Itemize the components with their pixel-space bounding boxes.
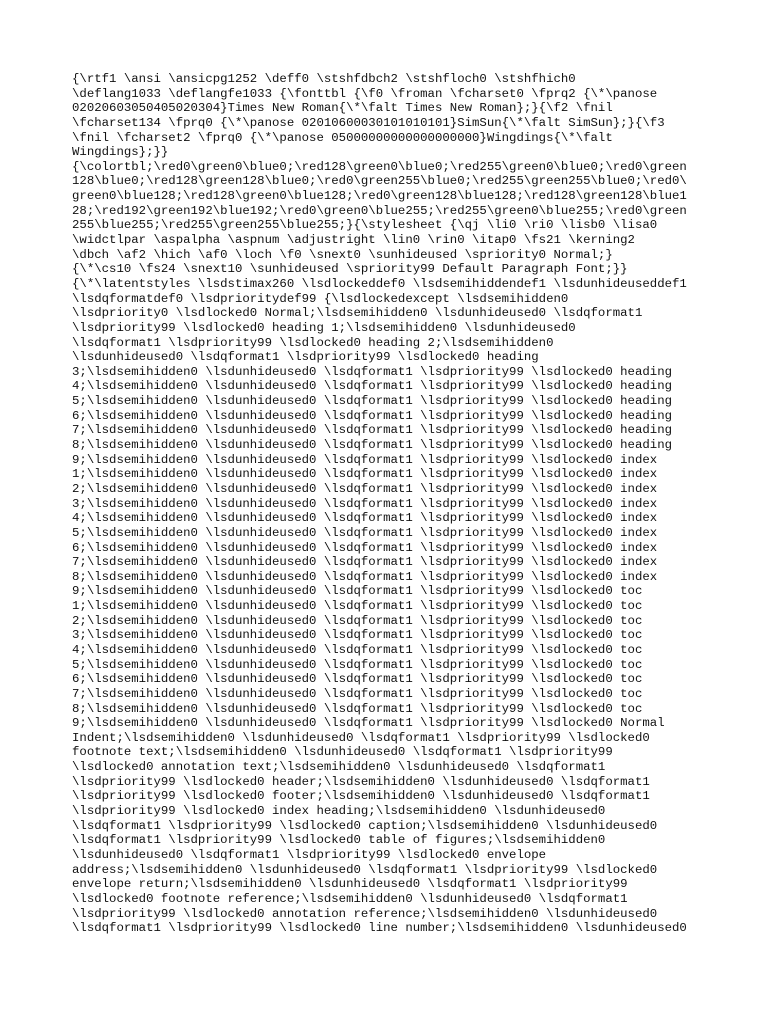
text-line: 1;\lsdsemihidden0 \lsdunhideused0 \lsdqformat1 \lsdpriority99 \lsdlocked0 toc (72, 599, 643, 614)
text-line: 8;\lsdsemihidden0 \lsdunhideused0 \lsdqformat1 \lsdpriority99 \lsdlocked0 heading (72, 438, 673, 453)
text-line: 5;\lsdsemihidden0 \lsdunhideused0 \lsdqformat1 \lsdpriority99 \lsdlocked0 toc (72, 657, 643, 672)
text-line: 9;\lsdsemihidden0 \lsdunhideused0 \lsdqformat1 \lsdpriority99 \lsdlocked0 index (72, 452, 658, 467)
text-line: 128\blue0;\red128\green128\blue0;\red0\green255\blue0;\red255\green255\blue0;\red0\ (72, 174, 687, 189)
text-line: address;\lsdsemihidden0 \lsdunhideused0 \lsdqformat1 \lsdpriority99 \lsdlocked0 (72, 862, 658, 877)
text-line: \lsdpriority99 \lsdlocked0 annotation reference;\lsdsemihidden0 \lsdunhideused0 (72, 906, 658, 921)
text-line: 5;\lsdsemihidden0 \lsdunhideused0 \lsdqformat1 \lsdpriority99 \lsdlocked0 index (72, 525, 658, 540)
text-line: {\*\latentstyles \lsdstimax260 \lsdlockeddef0 \lsdsemihiddendef1 \lsdunhideuseddef1 (72, 276, 687, 291)
text-line: \fnil \fcharset2 \fprq0 {\*\panose 05000000000000000000}Wingdings{\*\falt (72, 130, 613, 145)
text-line: 6;\lsdsemihidden0 \lsdunhideused0 \lsdqformat1 \lsdpriority99 \lsdlocked0 toc (72, 672, 643, 687)
text-line: green0\blue128;\red128\green0\blue128;\red0\green128\blue128;\red128\green128\blue1 (72, 189, 687, 204)
text-line: 3;\lsdsemihidden0 \lsdunhideused0 \lsdqformat1 \lsdpriority99 \lsdlocked0 toc (72, 628, 643, 643)
text-line: 1;\lsdsemihidden0 \lsdunhideused0 \lsdqformat1 \lsdpriority99 \lsdlocked0 index (72, 467, 658, 482)
text-line: \lsdpriority99 \lsdlocked0 footer;\lsdsemihidden0 \lsdunhideused0 \lsdqformat1 (72, 789, 650, 804)
text-line: Wingdings};}} (72, 145, 169, 160)
text-line: 3;\lsdsemihidden0 \lsdunhideused0 \lsdqformat1 \lsdpriority99 \lsdlocked0 heading (72, 364, 673, 379)
text-line: \lsdqformat1 \lsdpriority99 \lsdlocked0 table of figures;\lsdsemihidden0 (72, 833, 606, 848)
text-line: 6;\lsdsemihidden0 \lsdunhideused0 \lsdqformat1 \lsdpriority99 \lsdlocked0 heading (72, 408, 673, 423)
text-line: 7;\lsdsemihidden0 \lsdunhideused0 \lsdqformat1 \lsdpriority99 \lsdlocked0 heading (72, 423, 673, 438)
text-line: 2;\lsdsemihidden0 \lsdunhideused0 \lsdqformat1 \lsdpriority99 \lsdlocked0 toc (72, 613, 643, 628)
text-line: 7;\lsdsemihidden0 \lsdunhideused0 \lsdqformat1 \lsdpriority99 \lsdlocked0 toc (72, 686, 643, 701)
text-line: 9;\lsdsemihidden0 \lsdunhideused0 \lsdqformat1 \lsdpriority99 \lsdlocked0 Normal (72, 716, 665, 731)
text-line: {\colortbl;\red0\green0\blue0;\red128\green0\blue0;\red255\green0\blue0;\red0\green (72, 159, 687, 174)
text-line: 4;\lsdsemihidden0 \lsdunhideused0 \lsdqformat1 \lsdpriority99 \lsdlocked0 index (72, 511, 658, 526)
text-line: \lsdpriority99 \lsdlocked0 heading 1;\lsdsemihidden0 \lsdunhideused0 (72, 320, 576, 335)
text-line: 6;\lsdsemihidden0 \lsdunhideused0 \lsdqformat1 \lsdpriority99 \lsdlocked0 index (72, 540, 658, 555)
text-line: \fcharset134 \fprq0 {\*\panose 02010600030101010101}SimSun{\*\falt SimSun};}{\f3 (72, 115, 665, 130)
text-line: Indent;\lsdsemihidden0 \lsdunhideused0 \lsdqformat1 \lsdpriority99 \lsdlocked0 (72, 730, 650, 745)
text-line: \lsdpriority99 \lsdlocked0 index heading;\lsdsemihidden0 \lsdunhideused0 (72, 804, 606, 819)
text-line: envelope return;\lsdsemihidden0 \lsdunhideused0 \lsdqformat1 \lsdpriority99 (72, 877, 628, 892)
text-line: \lsdqformat1 \lsdpriority99 \lsdlocked0 heading 2;\lsdsemihidden0 (72, 335, 554, 350)
text-line: \lsdqformat1 \lsdpriority99 \lsdlocked0 line number;\lsdsemihidden0 \lsdunhideused0 (72, 921, 687, 936)
text-line: \dbch \af2 \hich \af0 \loch \f0 \snext0 \sunhideused \spriority0 Normal;} (72, 247, 613, 262)
text-line: \widctlpar \aspalpha \aspnum \adjustright \lin0 \rin0 \itap0 \fs21 \kerning2 (72, 233, 635, 248)
text-line: 9;\lsdsemihidden0 \lsdunhideused0 \lsdqformat1 \lsdpriority99 \lsdlocked0 toc (72, 584, 643, 599)
rtf-source-text (72, 72, 712, 936)
text-line: 7;\lsdsemihidden0 \lsdunhideused0 \lsdqformat1 \lsdpriority99 \lsdlocked0 index (72, 555, 658, 570)
text-line: \lsdqformatdef0 \lsdprioritydef99 {\lsdlockedexcept \lsdsemihidden0 (72, 291, 569, 306)
text-line: \lsdpriority0 \lsdlocked0 Normal;\lsdsemihidden0 \lsdunhideused0 \lsdqformat1 (72, 306, 643, 321)
text-line: {\*\cs10 \fs24 \snext10 \sunhideused \spriority99 Default Paragraph Font;}} (72, 262, 628, 277)
text-line: \lsdunhideused0 \lsdqformat1 \lsdpriority99 \lsdlocked0 heading (72, 350, 539, 365)
text-line: \lsdpriority99 \lsdlocked0 header;\lsdsemihidden0 \lsdunhideused0 \lsdqformat1 (72, 774, 650, 789)
text-line: \deflang1033 \deflangfe1033 {\fonttbl {\f0 \froman \fcharset0 \fprq2 {\*\panose (72, 86, 658, 101)
text-line: 2;\lsdsemihidden0 \lsdunhideused0 \lsdqformat1 \lsdpriority99 \lsdlocked0 index (72, 481, 658, 496)
text-line: 5;\lsdsemihidden0 \lsdunhideused0 \lsdqformat1 \lsdpriority99 \lsdlocked0 heading (72, 394, 673, 409)
text-line: \lsdunhideused0 \lsdqformat1 \lsdpriority99 \lsdlocked0 envelope (72, 847, 547, 862)
text-line: 3;\lsdsemihidden0 \lsdunhideused0 \lsdqformat1 \lsdpriority99 \lsdlocked0 index (72, 496, 658, 511)
text-line: 8;\lsdsemihidden0 \lsdunhideused0 \lsdqformat1 \lsdpriority99 \lsdlocked0 toc (72, 701, 643, 716)
text-line: 8;\lsdsemihidden0 \lsdunhideused0 \lsdqformat1 \lsdpriority99 \lsdlocked0 index (72, 569, 658, 584)
text-line: {\rtf1 \ansi \ansicpg1252 \deff0 \stshfdbch2 \stshfloch0 \stshfhich0 (72, 72, 576, 86)
text-line: 4;\lsdsemihidden0 \lsdunhideused0 \lsdqformat1 \lsdpriority99 \lsdlocked0 toc (72, 642, 643, 657)
text-line: 02020603050405020304}Times New Roman{\*\falt Times New Roman};}{\f2 \fnil (72, 101, 613, 116)
text-line: 255\blue255;\red255\green255\blue255;}{\stylesheet {\qj \li0 \ri0 \lisb0 \lisa0 (72, 218, 658, 233)
text-line: \lsdqformat1 \lsdpriority99 \lsdlocked0 caption;\lsdsemihidden0 \lsdunhideused0 (72, 818, 658, 833)
text-line: \lsdlocked0 annotation text;\lsdsemihidden0 \lsdunhideused0 \lsdqformat1 (72, 760, 606, 775)
text-line: \lsdlocked0 footnote reference;\lsdsemihidden0 \lsdunhideused0 \lsdqformat1 (72, 891, 628, 906)
text-line: footnote text;\lsdsemihidden0 \lsdunhideused0 \lsdqformat1 \lsdpriority99 (72, 745, 613, 760)
text-line: 28;\red192\green192\blue192;\red0\green0\blue255;\red255\green0\blue255;\red0\green (72, 203, 687, 218)
text-line: 4;\lsdsemihidden0 \lsdunhideused0 \lsdqformat1 \lsdpriority99 \lsdlocked0 heading (72, 379, 673, 394)
